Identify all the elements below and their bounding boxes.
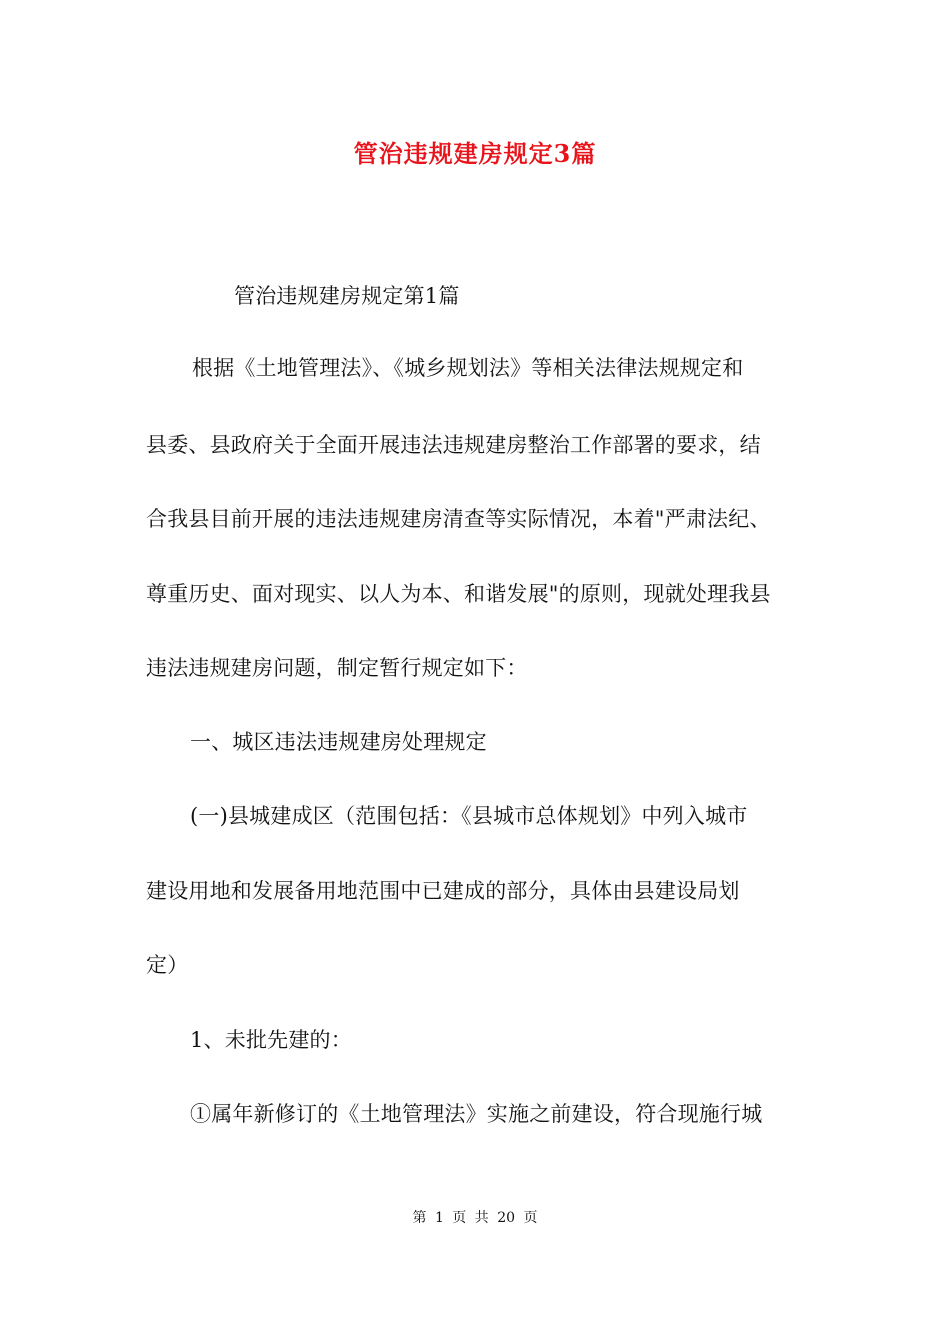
list-item-heading: 1、未批先建的： bbox=[190, 1028, 352, 1052]
paragraph-line-1: 根据《土地管理法》、《城乡规划法》等相关法律法规规定和 bbox=[192, 356, 744, 380]
paragraph-line-7: (一)县城建成区（范围包括：《县城市总体规划》中列入城市 bbox=[190, 804, 748, 828]
paragraph-line-5: 违法违规建房问题，制定暂行规定如下： bbox=[146, 656, 528, 680]
page-footer: 第 1 页 共 20 页 bbox=[412, 1210, 538, 1226]
paragraph-line-3: 合我县目前开展的违法违规建房清查等实际情况，本着"严肃法纪、 bbox=[146, 507, 771, 531]
section-heading: 管治违规建房规定第1篇 bbox=[234, 284, 460, 308]
paragraph-line-11: ①属年新修订的《土地管理法》实施之前建设，符合现施行城 bbox=[190, 1102, 763, 1126]
paragraph-line-2: 县委、县政府关于全面开展违法违规建房整治工作部署的要求，结 bbox=[146, 433, 761, 457]
document-title: 管治违规建房规定3篇 bbox=[353, 139, 597, 168]
paragraph-line-9: 定） bbox=[146, 953, 189, 977]
subsection-heading: 一、城区违法违规建房处理规定 bbox=[190, 730, 487, 754]
paragraph-line-4: 尊重历史、面对现实、以人为本、和谐发展"的原则，现就处理我县 bbox=[146, 582, 771, 606]
paragraph-line-8: 建设用地和发展备用地范围中已建成的部分，具体由县建设局划 bbox=[146, 879, 740, 903]
